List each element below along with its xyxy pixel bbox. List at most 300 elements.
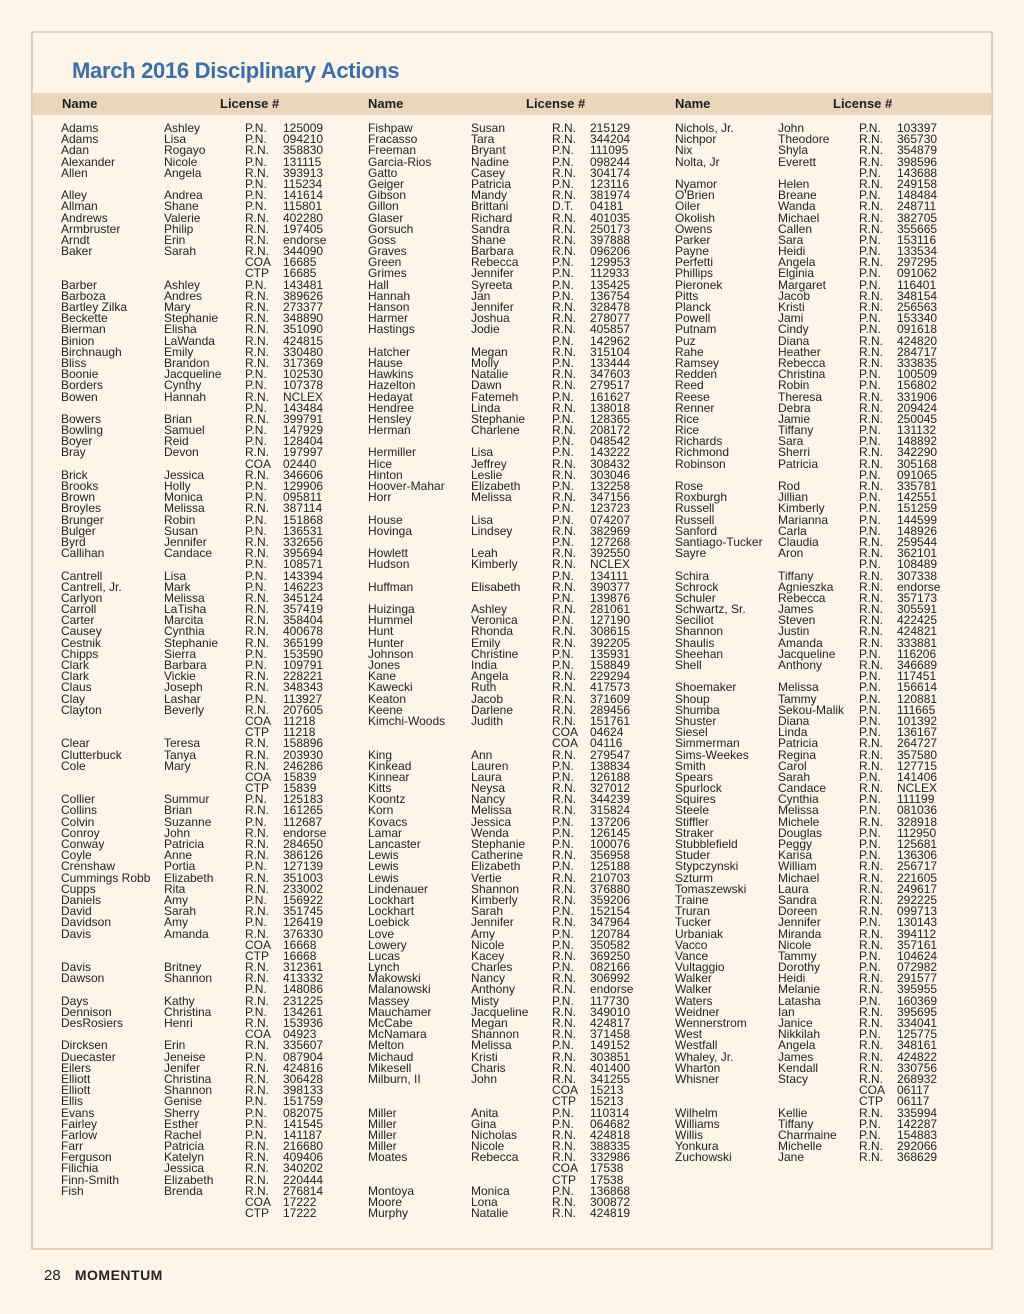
first-name: Jennifer: [471, 300, 514, 314]
license-number: 300872: [590, 1195, 631, 1209]
last-name: Puz: [675, 333, 696, 348]
last-name: Cantrell, Jr.: [61, 579, 122, 594]
license-number: 082075: [283, 1105, 324, 1120]
first-name: Hannah: [164, 389, 207, 404]
first-name: Angela: [471, 669, 509, 684]
license-type: P.N.: [245, 121, 267, 135]
license-number: 17222: [283, 1206, 317, 1221]
last-name: Hendree: [368, 400, 415, 415]
license-number: NCLEX: [283, 389, 324, 404]
first-name: Angela: [164, 165, 202, 180]
license-number: 278077: [590, 311, 631, 326]
license-type: R.N.: [859, 546, 883, 561]
license-number: 103397: [897, 121, 938, 135]
license-type: R.N.: [552, 948, 576, 963]
last-name: Cestnik: [61, 635, 102, 650]
license-type: P.N.: [859, 266, 881, 281]
first-name: Jessica: [164, 467, 205, 482]
last-name: Gorsuch: [368, 221, 414, 236]
license-type: R.N.: [859, 870, 883, 885]
first-name: Amanda: [164, 926, 209, 941]
last-name: Carter: [61, 613, 95, 628]
license-type: R.N.: [859, 176, 883, 191]
license-number: 15839: [283, 769, 317, 784]
license-type: P.N.: [859, 725, 881, 740]
last-name: Conroy: [61, 825, 100, 840]
last-name: Korn: [368, 803, 394, 818]
license-type: P.N.: [552, 411, 574, 426]
license-type: R.N.: [552, 848, 576, 863]
last-name: Shell: [675, 658, 702, 672]
license-number: 128404: [283, 434, 324, 449]
license-number: 249617: [897, 881, 938, 896]
license-number: 131115: [283, 154, 322, 169]
first-name: Kristi: [471, 1049, 498, 1064]
license-type: R.N.: [859, 411, 883, 426]
license-number: 143484: [283, 400, 324, 415]
license-type: COA: [859, 1083, 886, 1098]
license-type: R.N.: [552, 1150, 576, 1165]
license-type: R.N.: [552, 781, 576, 796]
last-name: Davis: [61, 960, 92, 975]
first-name: Karisa: [778, 848, 813, 863]
first-name: Sierra: [164, 646, 197, 661]
last-name: Robinson: [675, 456, 726, 471]
last-name: Bliss: [61, 355, 87, 370]
license-number: 141614: [283, 188, 324, 203]
first-name: Emily: [471, 635, 501, 650]
license-type: P.N.: [552, 1183, 574, 1198]
license-type: P.N.: [552, 926, 574, 941]
license-type: COA: [245, 769, 272, 784]
license-type: P.N.: [859, 915, 881, 930]
first-name: Neysa: [471, 781, 506, 796]
first-name: Gina: [471, 1116, 497, 1131]
first-name: Helen: [778, 176, 810, 191]
license-number: 208172: [590, 423, 631, 438]
last-name: Chipps: [61, 646, 99, 661]
last-name: Freeman: [368, 143, 417, 158]
license-number: 131132: [897, 423, 937, 438]
license-number: NCLEX: [590, 557, 631, 572]
license-type: R.N.: [245, 1161, 269, 1176]
license-number: 207605: [283, 702, 324, 717]
license-type: R.N.: [245, 546, 269, 561]
last-name: Hunt: [368, 624, 394, 639]
first-name: Jeneise: [164, 1049, 206, 1064]
last-name: Lowery: [368, 937, 407, 952]
license-type: R.N.: [245, 926, 269, 941]
license-number: 228221: [283, 669, 324, 684]
license-number: 148926: [897, 523, 938, 538]
first-name: Dorothy: [778, 960, 821, 975]
license-type: P.N.: [552, 769, 574, 784]
last-name: Schuler: [675, 590, 716, 605]
license-number: 394112: [897, 926, 937, 941]
last-name: Massey: [368, 993, 410, 1008]
last-name: Lucas: [368, 948, 401, 963]
license-type: P.N.: [552, 266, 574, 281]
first-name: Michael: [778, 870, 820, 885]
last-name: Koontz: [368, 792, 406, 807]
first-name: Rebecca: [778, 590, 826, 605]
license-number: 387114: [283, 501, 323, 516]
last-name: Okolish: [675, 210, 716, 225]
license-type: R.N.: [859, 333, 883, 348]
last-name: Kawecki: [368, 680, 413, 695]
license-number: 081036: [897, 803, 938, 818]
last-name: Melton: [368, 1038, 405, 1053]
license-type: P.N.: [245, 579, 267, 594]
license-type: R.N.: [245, 825, 269, 840]
license-number: 112933: [590, 266, 630, 281]
license-type: R.N.: [552, 635, 576, 650]
last-name: Keene: [368, 702, 403, 717]
license-type: R.N.: [245, 613, 269, 628]
first-name: Sherry: [164, 1105, 200, 1120]
license-type: R.N.: [245, 1060, 269, 1075]
last-name: Graves: [368, 244, 407, 259]
license-type: R.N.: [245, 244, 269, 259]
last-name: Daniels: [61, 892, 102, 907]
license-number: 307338: [897, 568, 938, 583]
first-name: Joshua: [471, 311, 510, 326]
license-type: R.N.: [245, 758, 269, 773]
last-name: Howlett: [368, 546, 409, 561]
last-name: Davidson: [61, 915, 112, 930]
first-name: Jami: [778, 311, 804, 326]
license-type: P.N.: [859, 1127, 881, 1142]
license-type: R.N.: [859, 568, 883, 583]
page-number: 28: [44, 1267, 61, 1284]
license-number: endorse: [897, 579, 941, 594]
license-number: 148484: [897, 188, 938, 203]
list-item: [61, 769, 361, 784]
first-name: Theodore: [778, 132, 830, 147]
first-name: Jessica: [471, 814, 512, 829]
license-number: 129906: [283, 479, 324, 493]
license-type: P.N.: [245, 814, 267, 829]
license-number: 347603: [590, 367, 631, 382]
license-number: 095811: [283, 490, 323, 505]
first-name: William: [778, 859, 817, 874]
license-type: P.N.: [245, 512, 267, 527]
last-name: Cupps: [61, 881, 96, 896]
last-name: Arndt: [61, 232, 90, 247]
first-name: LaWanda: [164, 333, 215, 348]
license-number: 249158: [897, 176, 938, 191]
license-type: P.N.: [245, 646, 267, 661]
license-type: P.N.: [552, 859, 574, 874]
license-type: R.N.: [859, 479, 883, 493]
license-number: 388335: [590, 1139, 631, 1154]
license-number: 334041: [897, 1016, 938, 1030]
first-name: Linda: [778, 725, 808, 740]
last-name: Bowen: [61, 389, 98, 404]
license-number: NCLEX: [897, 781, 938, 796]
last-name: Garcia-Rios: [368, 154, 432, 169]
license-number: 292225: [897, 892, 938, 907]
license-number: 356958: [590, 848, 631, 863]
license-type: P.N.: [245, 691, 267, 706]
first-name: Sarah: [778, 769, 811, 784]
license-type: P.N.: [859, 948, 881, 963]
license-type: R.N.: [552, 400, 576, 415]
first-name: Ashley: [164, 121, 201, 135]
license-number: 126145: [590, 825, 631, 840]
first-name: Kellie: [778, 1105, 808, 1120]
license-number: 348890: [283, 311, 324, 326]
last-name: Miller: [368, 1116, 397, 1131]
last-name: DesRosiers: [61, 1016, 124, 1030]
first-name: Amanda: [778, 635, 823, 650]
last-name: Bowling: [61, 423, 104, 438]
license-number: endorse: [590, 982, 634, 997]
license-number: 317369: [283, 355, 324, 370]
last-name: Broyles: [61, 501, 102, 516]
last-name: Bulger: [61, 523, 96, 538]
license-type: P.N.: [245, 568, 267, 583]
license-type: P.N.: [552, 333, 574, 348]
license-type: P.N.: [245, 892, 267, 907]
license-number: 099713: [897, 904, 938, 919]
license-number: 359206: [590, 892, 631, 907]
license-number: 256717: [897, 859, 938, 874]
license-type: R.N.: [245, 960, 269, 975]
last-name: Shannon: [675, 624, 724, 639]
last-name: Clay: [61, 691, 86, 706]
license-number: 104624: [897, 948, 938, 963]
last-name: Hoover-Mahar: [368, 479, 445, 493]
first-name: Lisa: [164, 568, 187, 583]
last-name: Days: [61, 993, 89, 1008]
license-number: 138834: [590, 758, 631, 773]
license-number: 096206: [590, 244, 631, 259]
first-name: Esther: [164, 1116, 199, 1131]
first-name: Shannon: [164, 971, 213, 986]
last-name: Reed: [675, 378, 704, 393]
license-number: 203930: [283, 747, 324, 762]
first-name: Philip: [164, 221, 194, 236]
last-name: Shuster: [675, 713, 717, 728]
first-name: Elisha: [164, 322, 197, 337]
last-name: Bray: [61, 445, 86, 460]
license-type: R.N.: [859, 1004, 883, 1019]
first-name: James: [778, 602, 814, 617]
last-name: Montoya: [368, 1183, 415, 1198]
license-number: 091062: [897, 266, 938, 281]
license-type: R.N.: [552, 624, 576, 639]
header-name-3: Name: [675, 96, 711, 111]
first-name: Teresa: [164, 736, 201, 751]
license-number: 400678: [283, 624, 324, 639]
first-name: Jacqueline: [164, 367, 222, 382]
license-type: R.N.: [859, 300, 883, 314]
first-name: Melissa: [471, 1038, 512, 1053]
list-item: [368, 190, 668, 201]
license-number: 129953: [590, 255, 631, 270]
license-number: 11218: [283, 725, 316, 740]
license-number: 139876: [590, 590, 631, 605]
list-item: [61, 937, 361, 952]
license-number: 17538: [590, 1172, 624, 1187]
first-name: James: [778, 1049, 814, 1064]
last-name: Walker: [675, 971, 712, 986]
last-name: Ferguson: [61, 1150, 112, 1165]
last-name: Evans: [61, 1105, 95, 1120]
last-name: Sims-Weekes: [675, 747, 749, 762]
license-number: 116206: [897, 646, 937, 661]
license-type: R.N.: [245, 680, 269, 695]
first-name: Sandra: [778, 892, 817, 907]
license-type: R.N.: [245, 311, 269, 326]
license-type: P.N.: [552, 176, 574, 191]
license-number: 424822: [897, 1049, 938, 1064]
first-name: Rod: [778, 479, 801, 493]
license-number: 126188: [590, 769, 631, 784]
last-name: Stiffler: [675, 814, 709, 829]
license-number: 344239: [590, 792, 631, 807]
license-type: CTP: [245, 781, 269, 796]
last-name: West: [675, 1027, 703, 1042]
last-name: Russell: [675, 512, 715, 527]
last-name: Miller: [368, 1139, 397, 1154]
license-type: P.N.: [552, 1038, 574, 1053]
license-number: 344204: [590, 132, 631, 147]
first-name: Andres: [164, 288, 203, 303]
license-type: R.N.: [552, 1060, 576, 1075]
first-name: Sarah: [164, 244, 197, 259]
last-name: Rice: [675, 411, 700, 426]
first-name: Patricia: [778, 456, 819, 471]
license-type: P.N.: [245, 176, 267, 191]
first-name: Diana: [778, 713, 810, 728]
last-name: Keaton: [368, 691, 407, 706]
license-number: 341255: [590, 1071, 631, 1086]
license-number: 134261: [283, 1004, 324, 1019]
first-name: Kacey: [471, 948, 505, 963]
license-type: R.N.: [552, 915, 576, 930]
first-name: Jennifer: [164, 534, 207, 549]
license-number: 382969: [590, 523, 631, 538]
first-name: Joseph: [164, 680, 203, 695]
license-number: 125775: [897, 1027, 938, 1042]
license-number: 376880: [590, 881, 631, 896]
license-type: R.N.: [859, 1071, 883, 1086]
license-number: 424817: [590, 1016, 631, 1030]
license-number: 346606: [283, 467, 324, 482]
license-type: P.N.: [859, 165, 881, 180]
first-name: Melissa: [778, 680, 819, 695]
first-name: Charmaine: [778, 1127, 837, 1142]
license-type: R.N.: [245, 736, 269, 751]
last-name: Stubblefield: [675, 837, 738, 851]
license-type: R.N.: [552, 311, 576, 326]
first-name: Elisabeth: [471, 579, 521, 594]
license-number: 351090: [283, 322, 324, 337]
last-name: Hensley: [368, 411, 412, 426]
license-number: 04624: [590, 725, 624, 740]
license-number: 17538: [590, 1161, 624, 1176]
last-name: Hastings: [368, 322, 415, 337]
first-name: Tanya: [164, 747, 197, 762]
license-type: CTP: [859, 1094, 883, 1109]
license-number: 136167: [897, 725, 938, 740]
license-number: 216680: [283, 1139, 324, 1154]
license-type: R.N.: [245, 534, 269, 549]
first-name: John: [471, 1071, 498, 1086]
license-number: 06117: [897, 1083, 930, 1098]
last-name: Schira: [675, 568, 710, 583]
license-type: R.N.: [552, 1016, 576, 1030]
license-number: 417573: [590, 680, 631, 695]
last-name: Allen: [61, 165, 88, 180]
license-type: R.N.: [552, 1004, 576, 1019]
license-type: R.N.: [552, 210, 576, 225]
first-name: Nicole: [471, 1139, 505, 1154]
license-number: 072982: [897, 960, 938, 975]
license-type: R.N.: [552, 1195, 576, 1209]
first-name: Anita: [471, 1105, 499, 1120]
list-item: [675, 1071, 975, 1086]
license-type: R.N.: [552, 1071, 576, 1086]
last-name: Hermiller: [368, 445, 416, 460]
first-name: Ashley: [164, 277, 201, 292]
license-number: 402280: [283, 210, 324, 225]
license-number: 136306: [897, 848, 938, 863]
license-number: 344090: [283, 244, 324, 259]
first-name: Stephanie: [471, 837, 526, 851]
first-name: Monica: [471, 1183, 510, 1198]
license-type: COA: [245, 255, 272, 270]
first-name: Lona: [471, 1195, 498, 1209]
license-number: 135931: [590, 646, 631, 661]
license-number: 305168: [897, 456, 938, 471]
last-name: Loebick: [368, 915, 410, 930]
license-number: 127139: [283, 859, 324, 874]
last-name: Colvin: [61, 814, 95, 829]
license-type: R.N.: [859, 210, 883, 225]
first-name: Beverly: [164, 702, 205, 717]
last-name: Kane: [368, 669, 397, 684]
license-type: R.N.: [859, 781, 883, 796]
last-name: Murphy: [368, 1206, 409, 1221]
first-name: John: [164, 825, 191, 840]
last-name: Schwartz, Sr.: [675, 602, 746, 617]
license-type: P.N.: [245, 1105, 267, 1120]
first-name: Brandon: [164, 355, 210, 370]
last-name: Hovinga: [368, 523, 413, 538]
first-name: Jennifer: [471, 266, 514, 281]
header-name-2: Name: [368, 96, 404, 111]
last-name: Nix: [675, 143, 693, 158]
license-type: R.N.: [859, 288, 883, 303]
last-name: Lockhart: [368, 892, 415, 907]
last-name: Perfetti: [675, 255, 714, 270]
page-footer: [44, 1267, 163, 1284]
license-type: P.N.: [245, 400, 267, 415]
last-name: Dennison: [61, 1004, 112, 1019]
license-number: 333835: [897, 355, 938, 370]
license-type: R.N.: [552, 680, 576, 695]
license-type: R.N.: [552, 557, 576, 572]
first-name: Elizabeth: [164, 870, 214, 885]
license-number: 330480: [283, 344, 324, 359]
license-number: 137206: [590, 814, 631, 829]
first-name: Peggy: [778, 837, 813, 851]
first-name: Lashar: [164, 691, 201, 706]
last-name: Richards: [675, 434, 723, 449]
